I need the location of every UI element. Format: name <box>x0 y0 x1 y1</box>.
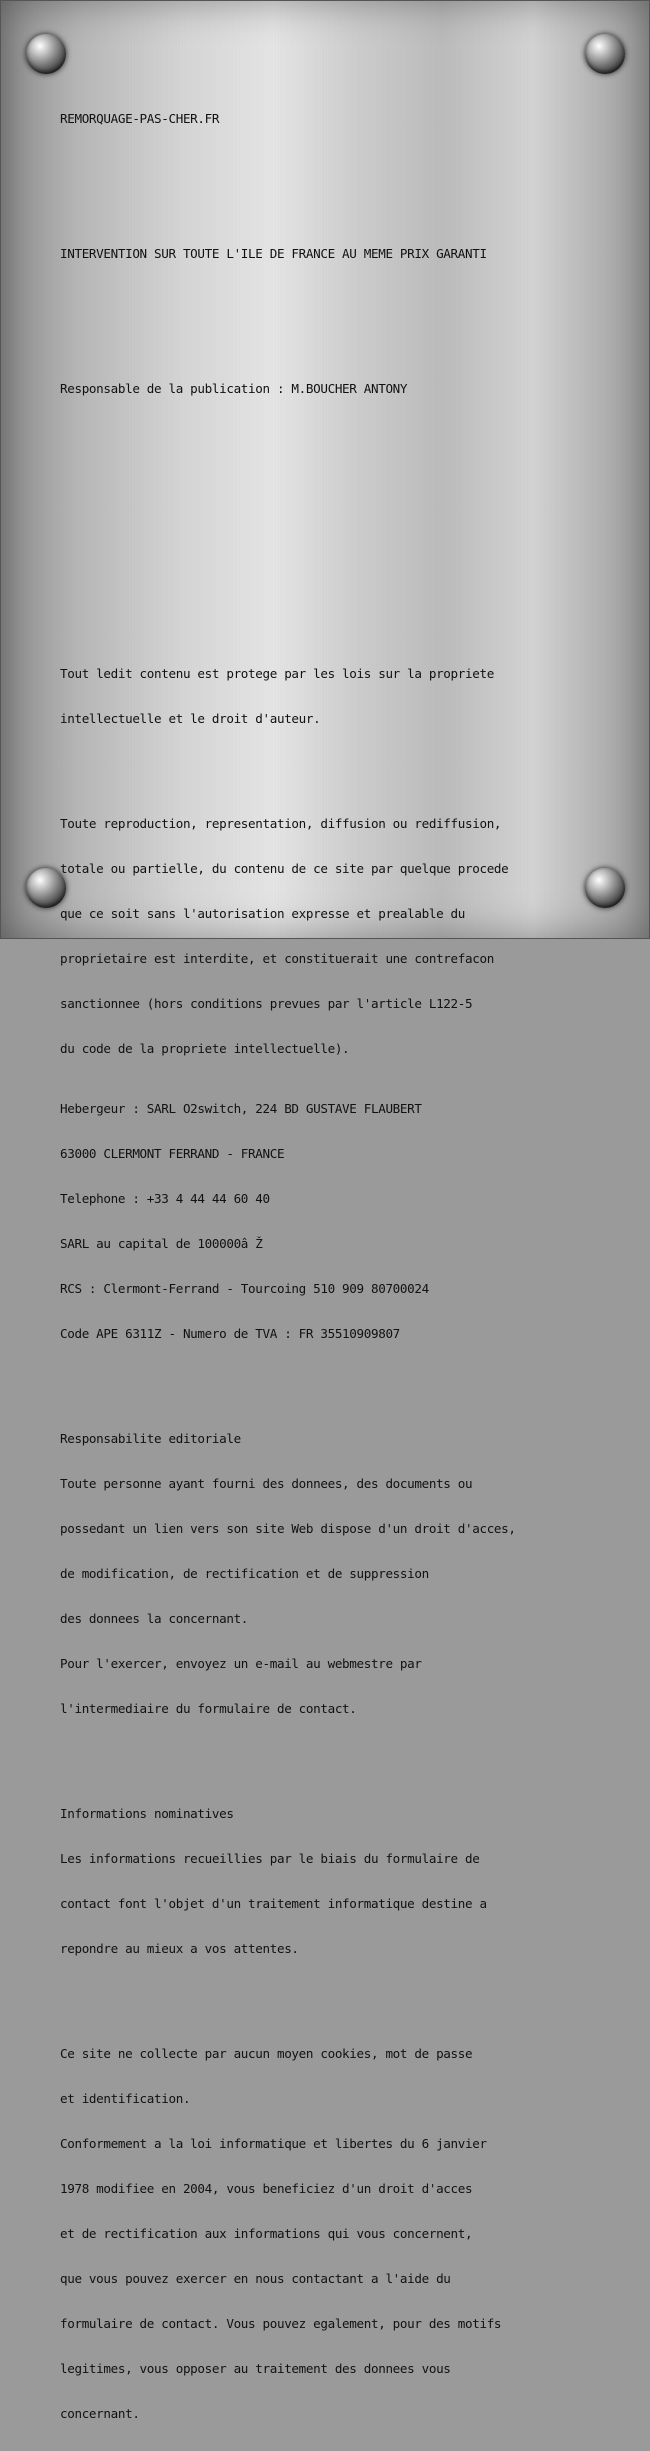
reproduction-line: proprietaire est interdite, et constituerait une contrefacon <box>60 951 494 966</box>
host-line: Telephone : +33 4 44 44 60 40 <box>60 1191 270 1206</box>
cookies-line: legitimes, vous opposer au traitement des donnees vous <box>60 2361 451 2376</box>
cookies-line: que vous pouvez exercer en nous contactant a l'aide du <box>60 2271 451 2286</box>
editorial-line: possedant un lien vers son site Web dispose d'un droit d'acces, <box>60 1521 516 1536</box>
cookies-line: Ce site ne collecte par aucun moyen cookies, mot de passe <box>60 2046 473 2061</box>
reproduction-line: totale ou partielle, du contenu de ce site par quelque procede <box>60 861 509 876</box>
tagline: INTERVENTION SUR TOUTE L'ILE DE FRANCE AU MEME PRIX GARANTI <box>60 246 487 261</box>
editorial-line: l'intermediaire du formulaire de contact. <box>60 1701 357 1716</box>
editorial-line: Pour l'exercer, envoyez un e-mail au webmestre par <box>60 1656 422 1671</box>
publisher: Responsable de la publication : M.BOUCHER ANTONY <box>60 381 408 396</box>
nominative-line: repondre au mieux a vos attentes. <box>60 1941 299 1956</box>
host-line: RCS : Clermont-Ferrand - Tourcoing 510 909 80700024 <box>60 1281 429 1296</box>
reproduction-line: Toute reproduction, representation, diffusion ou rediffusion, <box>60 816 502 831</box>
reproduction-line: du code de la propriete intellectuelle). <box>60 1041 350 1056</box>
screw-top-right-icon <box>585 34 625 74</box>
host-line: Code APE 6311Z - Numero de TVA : FR 35510909807 <box>60 1326 400 1341</box>
copyright-line: intellectuelle et le droit d'auteur. <box>60 711 321 726</box>
reproduction-line: que ce soit sans l'autorisation expresse et prealable du <box>60 906 465 921</box>
host-line: Hebergeur : SARL O2switch, 224 BD GUSTAVE FLAUBERT <box>60 1101 422 1116</box>
cookies-line: et de rectification aux informations qui vous concernent, <box>60 2226 473 2241</box>
cookies-line: Conformement a la loi informatique et libertes du 6 janvier <box>60 2136 487 2151</box>
host-line: 63000 CLERMONT FERRAND - FRANCE <box>60 1146 285 1161</box>
editorial-line: des donnees la concernant. <box>60 1611 249 1626</box>
nominative-line: contact font l'objet d'un traitement informatique destine a <box>60 1896 487 1911</box>
reproduction-line: sanctionnee (hors conditions prevues par l'article L122-5 <box>60 996 473 1011</box>
nominative-heading: Informations nominatives <box>60 1806 234 1821</box>
cookies-line: concernant. <box>60 2406 140 2421</box>
cookies-line: formulaire de contact. Vous pouvez egalement, pour des motifs <box>60 2316 502 2331</box>
cookies-line: 1978 modifiee en 2004, vous beneficiez d'un droit d'acces <box>60 2181 473 2196</box>
cookies-line: et identification. <box>60 2091 191 2106</box>
nominative-line: Les informations recueillies par le biais du formulaire de <box>60 1851 480 1866</box>
site-name: REMORQUAGE-PAS-CHER.FR <box>60 111 220 126</box>
editorial-heading: Responsabilite editoriale <box>60 1431 241 1446</box>
editorial-line: de modification, de rectification et de suppression <box>60 1566 429 1581</box>
legal-notice-text <box>60 81 640 2451</box>
copyright-line: Tout ledit contenu est protege par les lois sur la propriete <box>60 666 494 681</box>
screw-top-left-icon <box>26 34 66 74</box>
host-line: SARL au capital de 100000â Ž <box>60 1236 263 1251</box>
editorial-line: Toute personne ayant fourni des donnees, des documents ou <box>60 1476 473 1491</box>
